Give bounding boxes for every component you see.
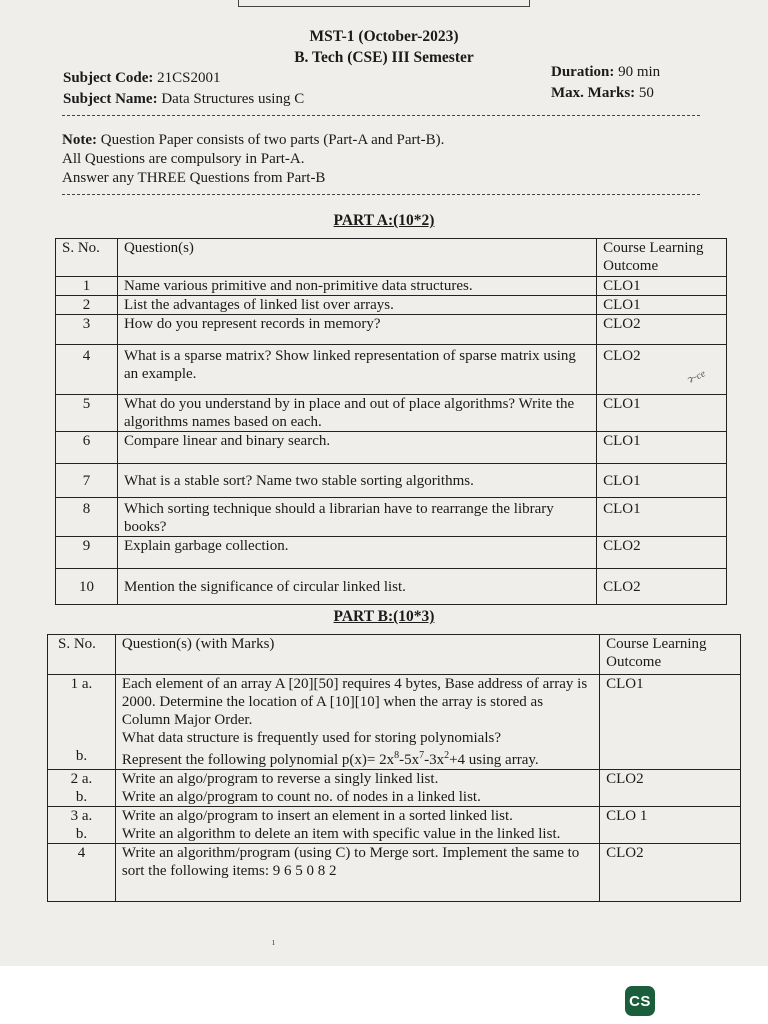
table-row: [48, 807, 741, 826]
polynomial-text: -3x: [424, 752, 445, 768]
duration-label: Duration:: [551, 64, 615, 80]
exponent: 7: [419, 750, 425, 761]
subject-code-value: 21CS2001: [157, 70, 221, 86]
part-a-title: PART A:(10*2): [333, 212, 435, 229]
row-clo: CLO1: [597, 296, 727, 315]
table-row: [48, 675, 741, 730]
row-number: 1 a.: [48, 675, 116, 730]
row-question: How do you represent records in memory?: [117, 315, 596, 345]
row-clo: CLO2: [597, 569, 727, 605]
table-row: [56, 537, 727, 569]
polynomial-text: -5x: [399, 752, 420, 768]
row-clo: CLO1: [597, 277, 727, 296]
header-question: Question(s): [117, 239, 596, 277]
row-clo: [600, 825, 741, 844]
row-clo: CLO1: [597, 498, 727, 537]
table-row: [48, 844, 741, 902]
row-number: b.: [48, 747, 116, 770]
row-question: Write an algorithm/program (using C) to Merge sort. Implement the same to sort the following items: 9 6 5 0 8 2: [115, 844, 599, 902]
table-row: [56, 345, 727, 395]
row-question: What do you understand by in place and out of place algorithms? Write the algorithms names based on each.: [117, 395, 596, 432]
row-number: b.: [48, 788, 116, 807]
row-number: 2 a.: [48, 770, 116, 789]
row-question: Each element of an array A [20][50] requires 4 bytes, Base address of array is 2000. Determine the location of A [10][10] when the array is stored as Column Major Order.: [115, 675, 599, 730]
row-clo: CLO1: [597, 464, 727, 498]
row-number: [48, 729, 116, 747]
header-question: Question(s) (with Marks): [115, 635, 599, 675]
row-question: Compare linear and binary search.: [117, 432, 596, 464]
table-row: [56, 315, 727, 345]
note-line-3: Answer any THREE Questions from Part-B: [62, 170, 326, 186]
table-row: [56, 395, 727, 432]
header-sno: S. No.: [56, 239, 118, 277]
table-row: [56, 498, 727, 537]
subject-code-label: Subject Code:: [63, 70, 154, 86]
row-number: 9: [56, 537, 118, 569]
duration-value: 90 min: [618, 64, 661, 80]
table-row: [48, 747, 741, 770]
table-header: [56, 239, 727, 277]
table-row: [56, 432, 727, 464]
table-row: [56, 296, 727, 315]
subject-code: [63, 70, 221, 87]
row-question: Write an algo/program to count no. of nodes in a linked list.: [115, 788, 599, 807]
handwritten-mark: ว~ce: [684, 368, 708, 387]
row-number: 3 a.: [48, 807, 116, 826]
max-marks: [551, 85, 654, 102]
program-title: B. Tech (CSE) III Semester: [294, 49, 474, 66]
row-clo: CLO1: [600, 675, 741, 730]
row-number: 6: [56, 432, 118, 464]
table-row: [48, 770, 741, 789]
max-marks-value: 50: [638, 85, 654, 101]
part-a-table: [55, 238, 727, 605]
row-question: Which sorting technique should a librarian have to rearrange the library books?: [117, 498, 596, 537]
row-number: 3: [56, 315, 118, 345]
note-line-1: [62, 131, 444, 150]
table-row: [56, 464, 727, 498]
table-row: [48, 729, 741, 747]
stray-mark: ı: [272, 936, 276, 948]
row-question: Name various primitive and non-primitive data structures.: [117, 277, 596, 296]
row-clo: [600, 788, 741, 807]
table-row: [56, 569, 727, 605]
row-question: [115, 747, 599, 770]
exponent: 8: [394, 750, 400, 761]
camscanner-logo: CS: [625, 986, 655, 1016]
row-number: 5: [56, 395, 118, 432]
row-question: What data structure is frequently used for storing polynomials?: [115, 729, 599, 747]
row-question: Write an algo/program to insert an element in a sorted linked list.: [115, 807, 599, 826]
row-number: 10: [56, 569, 118, 605]
subject-name-value: Data Structures using C: [161, 91, 305, 107]
row-clo: [600, 729, 741, 747]
part-b-table: [47, 634, 741, 902]
registration-number-strip: [60, 0, 530, 8]
note-label: Note:: [62, 132, 97, 148]
row-clo: CLO1: [597, 432, 727, 464]
row-question: Explain garbage collection.: [117, 537, 596, 569]
row-clo: CLO2: [597, 345, 727, 395]
row-clo: CLO 1: [600, 807, 741, 826]
row-number: 4: [48, 844, 116, 902]
header-clo: Course Learning Outcome: [600, 635, 741, 675]
table-header: [48, 635, 741, 675]
subject-name-label: Subject Name:: [63, 91, 158, 107]
note-text-1: Question Paper consists of two parts (Part-A and Part-B).: [100, 132, 445, 148]
row-clo: CLO2: [600, 844, 741, 902]
row-clo: CLO2: [597, 315, 727, 345]
row-question: List the advantages of linked list over arrays.: [117, 296, 596, 315]
row-question: Write an algorithm to delete an item with specific value in the linked list.: [115, 825, 599, 844]
max-marks-label: Max. Marks:: [551, 85, 636, 101]
row-question: What is a sparse matrix? Show linked representation of sparse matrix using an example.: [117, 345, 596, 395]
row-number: 8: [56, 498, 118, 537]
instructions: [62, 131, 444, 188]
row-number: 4: [56, 345, 118, 395]
row-question: Mention the significance of circular linked list.: [117, 569, 596, 605]
registration-boxes: [238, 0, 530, 7]
header-sno: S. No.: [48, 635, 116, 675]
divider: [62, 115, 700, 116]
divider: [62, 194, 700, 195]
duration: [551, 64, 660, 81]
row-number: 1: [56, 277, 118, 296]
row-clo: [600, 747, 741, 770]
row-question: What is a stable sort? Name two stable sorting algorithms.: [117, 464, 596, 498]
subject-name: [63, 91, 304, 108]
note-line-2: All Questions are compulsory in Part-A.: [62, 151, 305, 167]
row-number: b.: [48, 825, 116, 844]
row-question: Write an algo/program to reverse a singly linked list.: [115, 770, 599, 789]
polynomial-text: Represent the following polynomial p(x)= 2x: [121, 752, 395, 768]
table-row: [56, 277, 727, 296]
row-clo: CLO2: [600, 770, 741, 789]
row-number: 7: [56, 464, 118, 498]
exam-title: MST-1 (October-2023): [309, 28, 459, 45]
table-row: [48, 788, 741, 807]
row-clo: CLO1: [597, 395, 727, 432]
header-clo: Course Learning Outcome: [597, 239, 727, 277]
part-b-title: PART B:(10*3): [333, 608, 435, 625]
polynomial-text: +4 using array.: [449, 752, 539, 768]
row-number: 2: [56, 296, 118, 315]
row-clo: CLO2: [597, 537, 727, 569]
exponent: 2: [444, 750, 450, 761]
table-row: [48, 825, 741, 844]
